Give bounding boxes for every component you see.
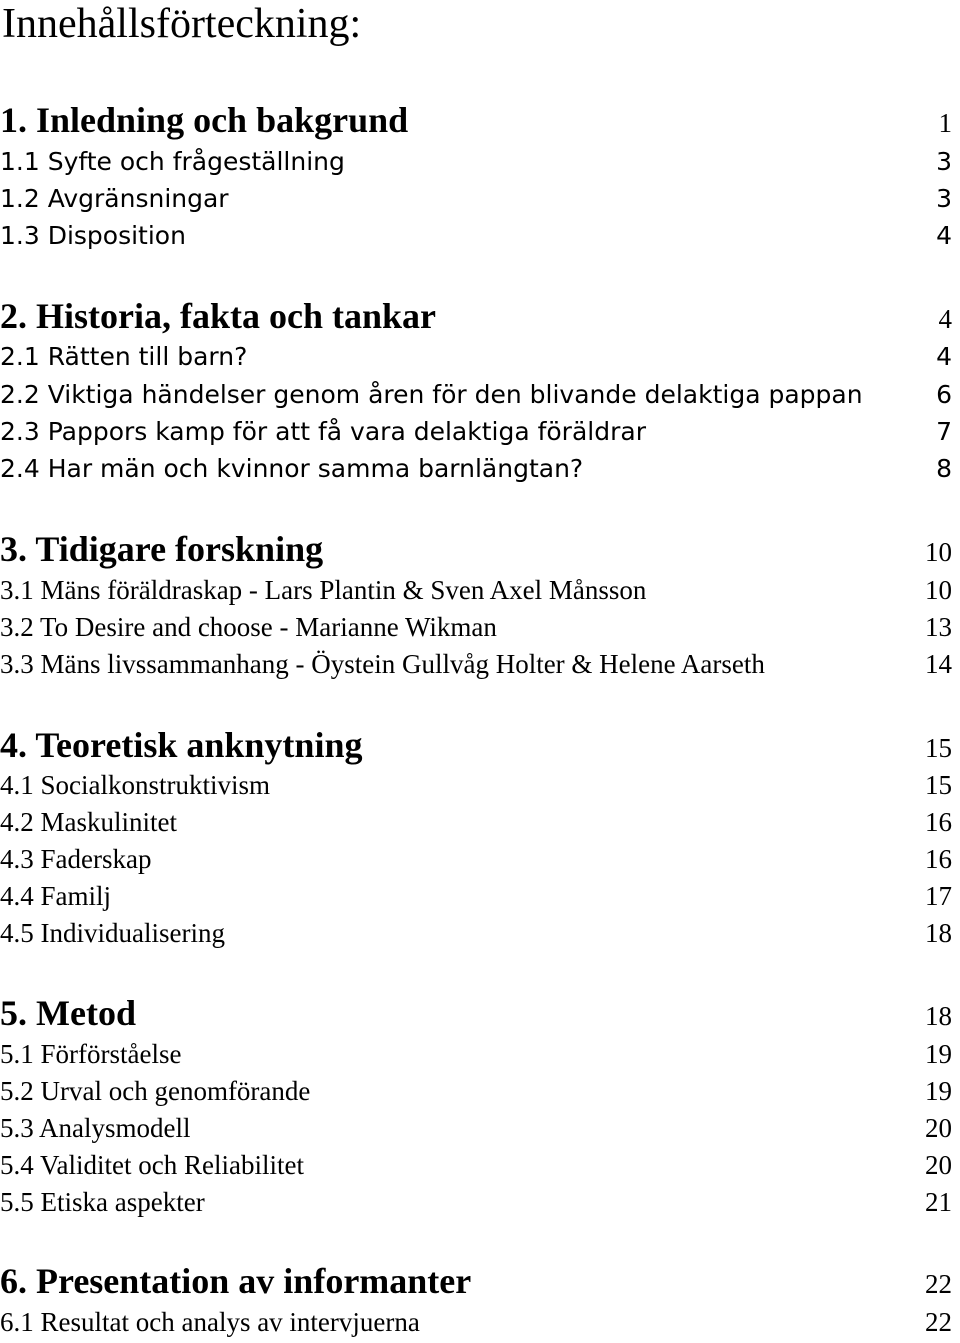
toc-title: Innehållsförteckning: — [2, 1, 362, 47]
toc-heading-title: 6. Presentation av informanter — [0, 1261, 472, 1301]
toc-page-number: 18 — [925, 1001, 952, 1031]
toc-page-number: 1 — [938, 108, 952, 138]
toc-item-6-1[interactable] — [0, 1305, 952, 1339]
toc-item-title: 2.1 Rätten till barn? — [0, 342, 248, 371]
toc-item-title: 3.3 Mäns livssammanhang - Öystein Gullvåg Holter & Helene Aarseth — [0, 649, 765, 679]
toc-page-number: 16 — [925, 807, 952, 837]
toc-item-title: 5.1 Förförståelse — [0, 1039, 182, 1069]
toc-heading-2[interactable] — [0, 296, 952, 339]
toc-heading-title: 4. Teoretisk anknytning — [0, 725, 363, 765]
toc-item-4-4[interactable] — [0, 879, 952, 913]
toc-page-number: 20 — [925, 1113, 952, 1143]
toc-item-3-1[interactable] — [0, 573, 952, 607]
toc-page-number: 18 — [925, 918, 952, 948]
toc-item-1-1[interactable] — [0, 145, 952, 179]
toc-item-1-3[interactable] — [0, 219, 952, 253]
toc-page-number: 15 — [925, 733, 952, 763]
toc-item-4-1[interactable] — [0, 768, 952, 802]
toc-page-number: 4 — [938, 304, 952, 334]
toc-page-number: 6 — [936, 380, 952, 409]
toc-item-title: 4.1 Socialkonstruktivism — [0, 770, 270, 800]
toc-page-number: 16 — [925, 844, 952, 874]
toc-page-number: 20 — [925, 1150, 952, 1180]
toc-item-title: 1.3 Disposition — [0, 221, 186, 250]
toc-heading-title: 2. Historia, fakta och tankar — [0, 296, 436, 336]
toc-item-5-4[interactable] — [0, 1148, 952, 1182]
toc-item-title: 4.5 Individualisering — [0, 918, 225, 948]
toc-page-number: 10 — [925, 537, 952, 567]
toc-item-title: 5.3 Analysmodell — [0, 1113, 191, 1143]
toc-item-2-1[interactable] — [0, 340, 952, 374]
toc-item-5-2[interactable] — [0, 1074, 952, 1108]
toc-page-number: 19 — [925, 1039, 952, 1069]
toc-page-number: 22 — [925, 1307, 952, 1337]
toc-item-title: 5.2 Urval och genomförande — [0, 1076, 311, 1106]
toc-item-title: 1.2 Avgränsningar — [0, 184, 229, 213]
toc-page-number: 10 — [925, 575, 952, 605]
toc-item-title: 2.4 Har män och kvinnor samma barnlängtan? — [0, 454, 584, 483]
toc-heading-1[interactable] — [0, 100, 952, 143]
toc-item-4-2[interactable] — [0, 805, 952, 839]
toc-page-number: 4 — [936, 342, 952, 371]
toc-item-2-2[interactable] — [0, 378, 952, 412]
toc-item-title: 4.3 Faderskap — [0, 844, 152, 874]
toc-heading-title: 5. Metod — [0, 993, 136, 1033]
toc-page-number: 4 — [936, 221, 952, 250]
toc-heading-5[interactable] — [0, 993, 952, 1036]
toc-page-number: 14 — [925, 649, 952, 679]
toc-item-3-2[interactable] — [0, 610, 952, 644]
toc-page-number: 19 — [925, 1076, 952, 1106]
toc-item-1-2[interactable] — [0, 182, 952, 216]
toc-item-title: 4.2 Maskulinitet — [0, 807, 177, 837]
toc-page-number: 13 — [925, 612, 952, 642]
toc-item-3-3[interactable] — [0, 647, 952, 681]
toc-item-2-3[interactable] — [0, 415, 952, 449]
toc-item-title: 5.5 Etiska aspekter — [0, 1187, 205, 1217]
toc-item-title: 4.4 Familj — [0, 881, 112, 911]
toc-item-title: 5.4 Validitet och Reliabilitet — [0, 1150, 304, 1180]
toc-item-2-4[interactable] — [0, 452, 952, 486]
toc-page-number: 8 — [936, 454, 952, 483]
toc-item-title: 2.3 Pappors kamp för att få vara delaktiga föräldrar — [0, 417, 646, 446]
toc-item-title: 3.1 Mäns föräldraskap - Lars Plantin & Sven Axel Månsson — [0, 575, 647, 605]
toc-page-number: 3 — [936, 147, 952, 176]
toc-item-title: 6.1 Resultat och analys av intervjuerna — [0, 1307, 420, 1337]
toc-item-title: 1.1 Syfte och frågeställning — [0, 147, 345, 176]
toc-item-5-1[interactable] — [0, 1037, 952, 1071]
toc-item-4-5[interactable] — [0, 916, 952, 950]
toc-item-title: 3.2 To Desire and choose - Marianne Wikman — [0, 612, 497, 642]
toc-page-number: 17 — [925, 881, 952, 911]
toc-heading-3[interactable] — [0, 529, 952, 572]
toc-heading-4[interactable] — [0, 725, 952, 768]
toc-page-number: 3 — [936, 184, 952, 213]
toc-item-title: 2.2 Viktiga händelser genom åren för den blivande delaktiga pappan — [0, 380, 863, 409]
toc-heading-title: 3. Tidigare forskning — [0, 529, 324, 569]
toc-item-5-3[interactable] — [0, 1111, 952, 1145]
toc-item-5-5[interactable] — [0, 1185, 952, 1219]
toc-heading-title: 1. Inledning och bakgrund — [0, 100, 409, 140]
toc-item-4-3[interactable] — [0, 842, 952, 876]
toc-page-number: 22 — [925, 1269, 952, 1299]
toc-page-number: 21 — [925, 1187, 952, 1217]
toc-page-number: 7 — [936, 417, 952, 446]
toc-page-number: 15 — [925, 770, 952, 800]
toc-heading-6[interactable] — [0, 1261, 952, 1304]
